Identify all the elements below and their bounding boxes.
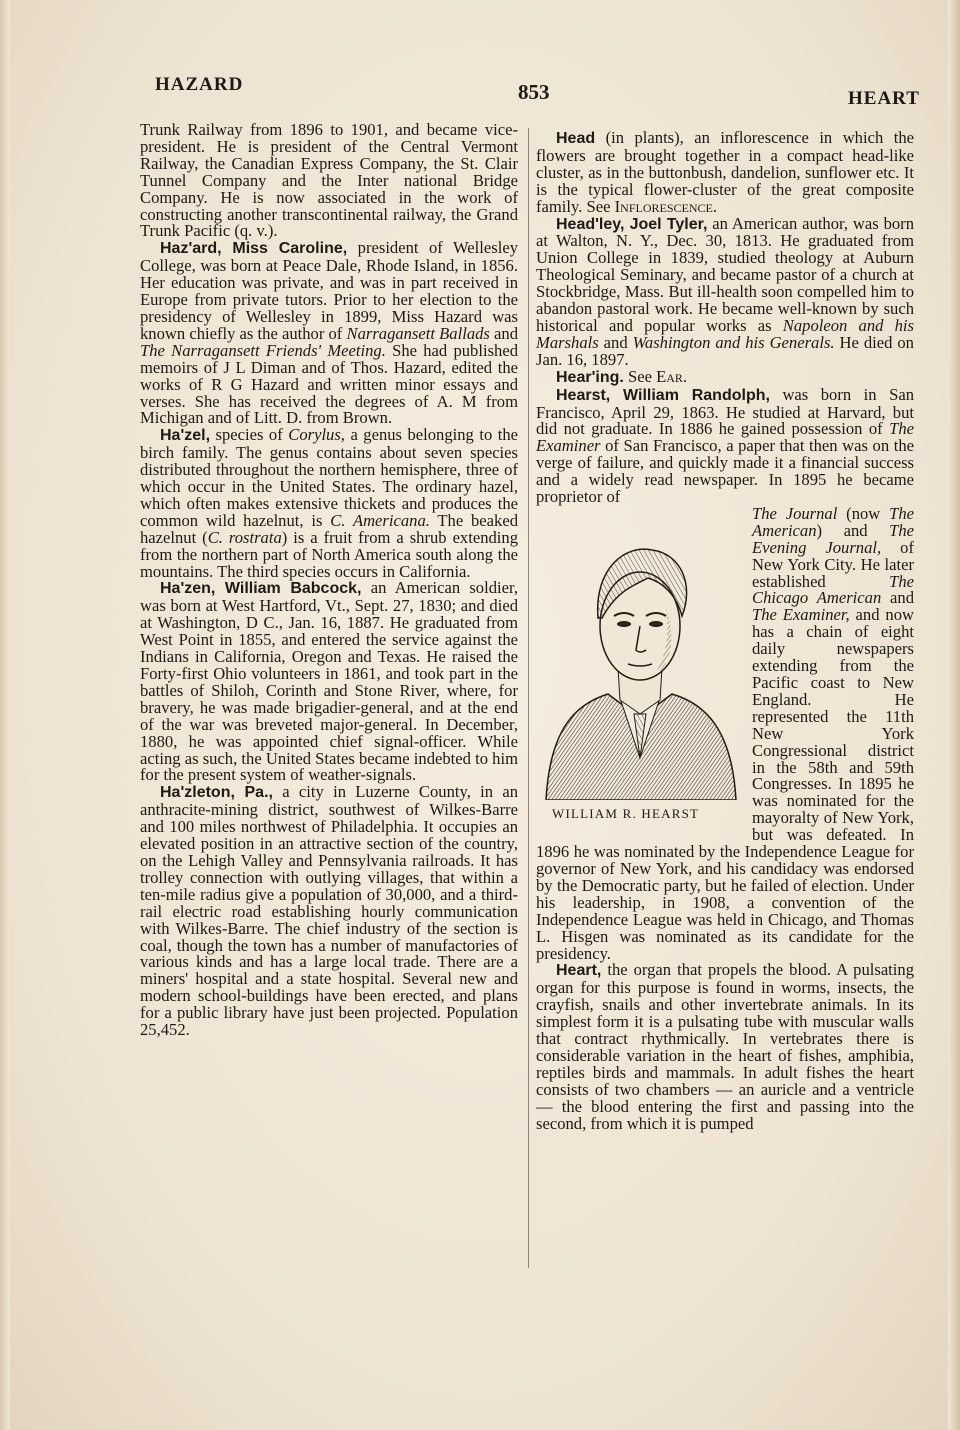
- entry-head: Head (in plants), an inflorescence in which the flowers are brought together in a compact head-like cluster, as in the buttonbush, dandelion, sunflower etc. It is the typical flower-cluster of the great composite family. See Inflorescence.: [536, 128, 914, 216]
- page-number: 853: [518, 80, 550, 104]
- portrait-illustration: [536, 508, 742, 828]
- headword: Ha'zel,: [160, 427, 211, 445]
- headword: Hear'ing.: [556, 368, 624, 386]
- entry-hearing: Hear'ing. See Ear.: [556, 366, 688, 386]
- headword: Heart,: [556, 962, 602, 980]
- portrait-engraving-icon: [536, 508, 742, 800]
- column-divider: [528, 128, 529, 1268]
- entry-hazel: Ha'zel, species of Corylus, a genus belonging to the birch family. The genus contains about seven species distributed throughout the northern hemisphere, three of which occur in the United States. The ordinary hazel, which often makes extensive thickets and produces the common wild hazelnut, is C. Americana. The beaked hazelnut (C. rostrata) is a fruit from a shrub extending from the northern part of North America south along the mountains. The third species occurs in California.: [140, 425, 518, 581]
- entry-hearst: Hearst, William Randolph, was born in San Francisco, April 29, 1863. He studied at Harvard, but did not graduate. In 1886 he gained possession of The Examiner of San Francisco, a paper that then was on the verge of failure, and quickly made it a financial success and a widely read newspaper. In 1895 he became proprietor of: [536, 384, 914, 507]
- headword: Head'ley, Joel Tyler,: [556, 215, 708, 233]
- entry-hearst-continued: The Journal (now The American) and The Evening Journal, of New York City. He later established The Chicago American and The Examiner, and now has a chain of eight daily newspapers extending from the Pacific coast to New England. He represented the 11th New York Congressional district in the 58th and 59th Congresses. In 1895 he was nominated for the mayoralty of New York, but was defeated. In 1896 he was nominated by the Independence League for governor of New York, and his candidacy was endorsed by the Democratic party, but he failed of election. Under his leadership, in 1908, a convention of the Independence League was held in Chicago, and Thomas L. Hisgen was nominated as its candidate for the presidency.: [536, 503, 915, 963]
- running-head-left: HAZARD: [155, 74, 244, 95]
- entry-hazen: Ha'zen, William Babcock, an American soldier, was born at West Hartford, Vt., Sept. 27, 1830; and died at Washington, D C., Jan. 16, 1887. He graduated from West Point in 1855, and entered the service against the Indians in California, Oregon and Texas. He raised the Forty-first Ohio volunteers in 1861, and took part in the battles of Shiloh, Corinth and Stone River, where, for bravery, he was made brigadier-general, and at the end of the war was breveted major-general. In December, 1880, he was appointed chief signal-officer. While acting as such, the United States became indebted to him for the present system of weather-signals.: [140, 578, 518, 785]
- right-column: [536, 130, 914, 1132]
- headword: Ha'zleton, Pa.,: [160, 784, 273, 802]
- headword: Ha'zen, William Babcock,: [160, 580, 362, 598]
- headword: Hearst, William Randolph,: [556, 386, 770, 404]
- entry-hazleton: Ha'zleton, Pa., a city in Luzerne County, in an anthracite-mining district, southwest of Wilkes-Barre and 100 miles northwest of Philadelphia. It occupies an elevated position in an attractive section of the country, on the Lehigh Valley and Pennsylvania railroads. It has trolley connection with outlying villages, that within a ten-mile radius give a population of 30,000, and a third-rail electric road establishing hourly communication with Wilkes-Barre. The chief industry of the section is coal, though the town has a number of manufactories of various kinds and has a large local trade. There are a miners' hospital and a state hospital. Several new and modern school-buildings have been erected, and plans for a public library have just been projected. Population 25,452.: [140, 782, 518, 1040]
- cross-reference: Ear.: [656, 366, 688, 386]
- page-edge-right: [948, 0, 960, 1430]
- entry-continuation: Trunk Railway from 1896 to 1901, and became vice-president. He is president of the Central Vermont Railway, the Canadian Express Company, the St. Clair Tunnel Company and the Inter national Bridge Company. He is now associated in the work of constructing another transcontinental railway, the Grand Trunk Pacific (q. v.).: [140, 120, 518, 241]
- headword: Haz'ard, Miss Caroline,: [160, 240, 348, 258]
- portrait-caption: WILLIAM R. HEARST: [552, 805, 700, 821]
- entry-headley: Head'ley, Joel Tyler, an American author, was born at Walton, N. Y., Dec. 30, 1813. He graduated from Union College in 1839, studied theology at Auburn Theological Seminary, and became pastor of a church at Stockbridge, Mass. But ill-health soon compelled him to abandon pastoral work. He became well-known by such historical and popular works as Napoleon and his Marshals and Washington and his Generals. He died on Jan. 16, 1897.: [536, 213, 914, 369]
- headword: Head: [556, 130, 596, 147]
- cross-reference: Inflorescence.: [614, 196, 718, 216]
- entry-heart: Heart, the organ that propels the blood. A pulsating organ for this purpose is found in worms, insects, the crayfish, snails and other invertebrate animals. In its simplest form it is a pulsating tube with muscular walls that contract rhythmically. In vertebrates there is considerable variation in the heart of fishes, amphibia, reptiles birds and mammals. In adult fishes the heart consists of two chambers — an auricle and a ventricle — the blood entering the first and passing into the second, from which it is pumped: [536, 960, 914, 1133]
- hearst-text-before-portrait: of San Francisco, a paper that then was on the verge of failure, and quickly made it a financial success and a widely read newspaper. In 1895 he became proprietor of: [536, 436, 914, 507]
- page-edge-left: [0, 0, 10, 1430]
- left-column: [140, 122, 518, 1039]
- running-head-right: HEART: [848, 88, 920, 109]
- entry-hazard: Haz'ard, Miss Caroline, president of Wellesley College, was born at Peace Dale, Rhode Island, in 1856. Her education was private, and was in part received in Europe from private tutors. Prior to her election to the presidency of Wellesley in 1899, Miss Hazard was known chiefly as the author of Narragansett Ballads and The Narragansett Friends' Meeting. She had published memoirs of J L Diman and of Thos. Hazard, edited the works of R G Hazard and written minor essays and verses. She has received the degrees of A. M from Michigan and of Litt. D. from Brown.: [140, 238, 518, 428]
